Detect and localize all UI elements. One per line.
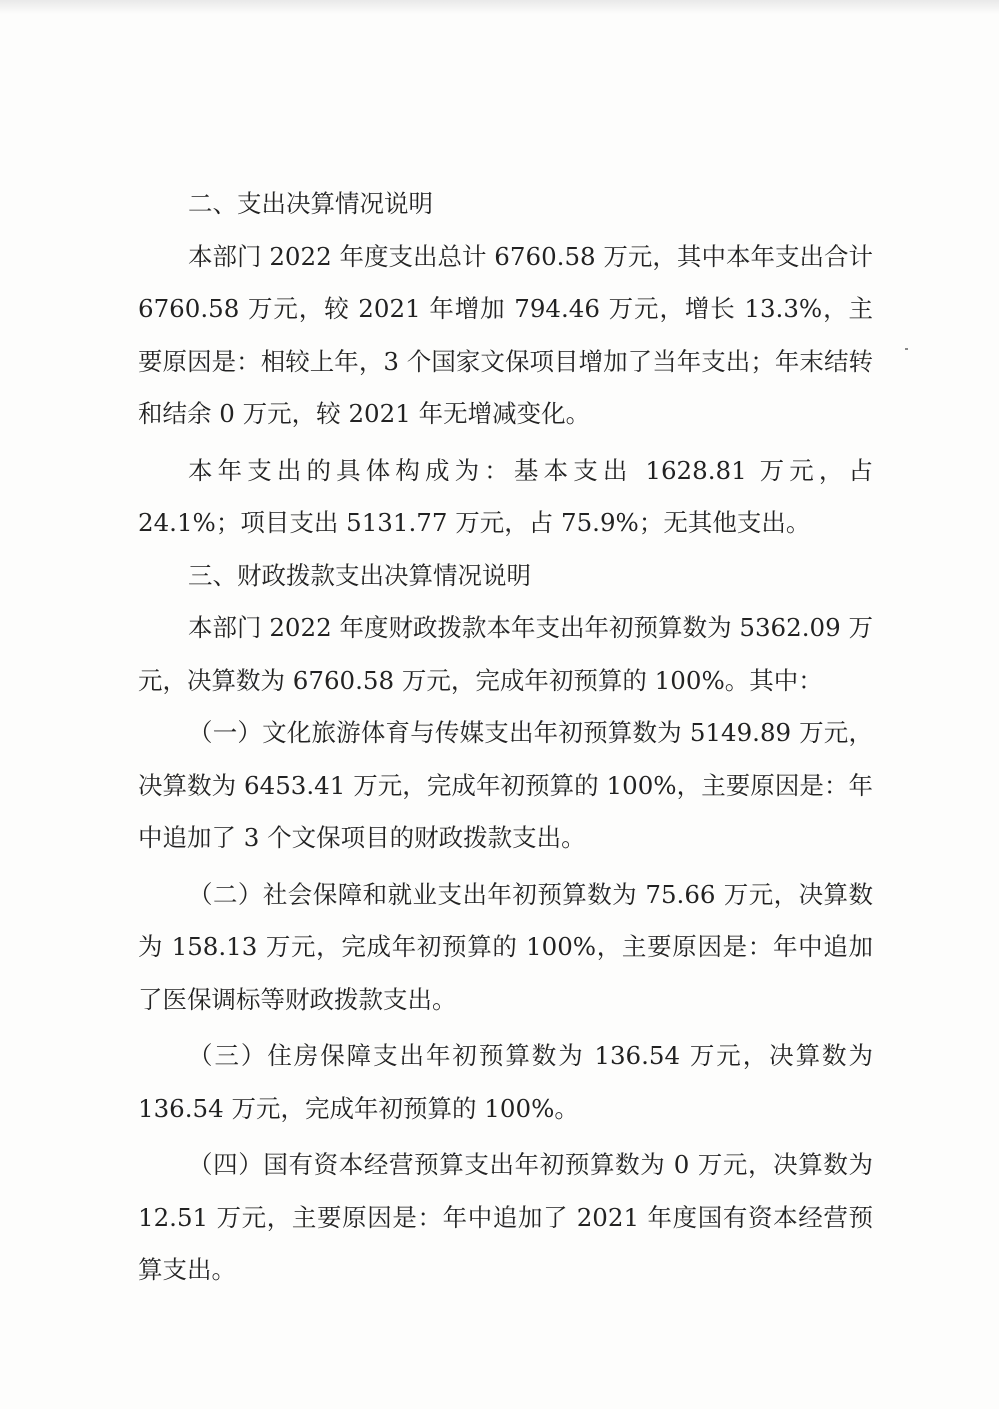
expenditure-composition-paragraph: 本年支出的具体构成为：基本支出 1628.81 万元，占 24.1%；项目支出 5131.77 万元，占 75.9%；无其他支出。 <box>138 455 873 537</box>
scan-speck <box>905 348 908 350</box>
section-heading-fiscal-appropriation: 三、财政拨款支出决算情况说明 <box>188 560 531 590</box>
social-security-paragraph: （二）社会保障和就业支出年初预算数为 75.66 万元，决算数为 158.13 万元，完成年初预算的 100%，主要原因是：年中追加了医保调标等财政拨款支出。 <box>138 879 873 1014</box>
expenditure-total-paragraph: 本部门 2022 年度支出总计 6760.58 万元，其中本年支出合计 6760.58 万元，较 2021 年增加 794.46 万元，增长 13.3%，主要原因是：相较上年，3 个国家文保项目增加了当年支出；年末结转和结余 0 万元，较 2021 年无增减变化。 <box>138 241 873 428</box>
document-body <box>138 178 873 1297</box>
section-heading-expenditure: 二、支出决算情况说明 <box>188 189 433 218</box>
fiscal-appropriation-intro-paragraph: 本部门 2022 年度财政拨款本年支出年初预算数为 5362.09 万元，决算数为 6760.58 万元，完成年初预算的 100%。其中： <box>138 613 873 695</box>
culture-tourism-paragraph: （一）文化旅游体育与传媒支出年初预算数为 5149.89 万元，决算数为 6453.41 万元，完成年初预算的 100%，主要原因是：年中追加了 3 个文保项目的财政拨款支出。 <box>138 718 873 852</box>
scan-top-edge <box>0 0 999 14</box>
housing-security-paragraph: （三）住房保障支出年初预算数为 136.54 万元，决算数为 136.54 万元，完成年初预算的 100%。 <box>138 1041 873 1123</box>
state-capital-paragraph: （四）国有资本经营预算支出年初预算数为 0 万元，决算数为 12.51 万元，主要原因是：年中追加了 2021 年度国有资本经营预算支出。 <box>138 1150 873 1284</box>
